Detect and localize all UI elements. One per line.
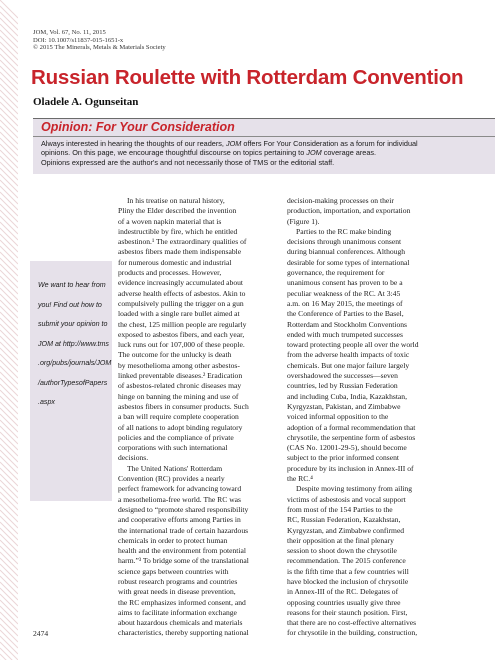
- body-text-line: reasons for their staunch position. First,: [287, 607, 408, 617]
- body-text-line: The United Nations' Rotterdam: [127, 463, 223, 473]
- body-text-line: products and processes. However,: [118, 268, 222, 278]
- body-text-line: session to shoot down the chrysotile: [287, 546, 397, 556]
- body-text-line: a ban will require complete cooperation: [118, 412, 239, 422]
- copyright: © 2015 The Minerals, Metals & Materials Society: [33, 44, 166, 52]
- body-text-line: Despite moving testimony from ailing: [296, 484, 413, 494]
- body-text-line: toward protecting people all over the world: [287, 340, 419, 350]
- body-text-line: the RC emphasizes informed consent, and: [118, 597, 246, 607]
- body-text-line: of all nations to adopt binding regulatory: [118, 422, 243, 432]
- body-text-line: unanimous consent has proven to be a: [287, 278, 403, 288]
- author-name: Oladele A. Ogunseitan: [33, 96, 139, 108]
- body-text-line: a.m. on 16 May 2015, the meetings of: [287, 298, 403, 308]
- callout-line: We want to hear from: [38, 281, 106, 289]
- page-number: 2474: [33, 629, 49, 638]
- body-text-line: and including Cuba, India, Kazakhstan,: [287, 391, 407, 401]
- body-text-line: Kyrgyzstan, Pakistan, and Zimbabwe: [287, 401, 401, 411]
- body-text-line: from the adverse health impacts of toxic: [287, 350, 410, 360]
- opinion-heading: Opinion: For Your Consideration: [41, 120, 235, 134]
- body-text-line: have blocked the inclusion of chrysotile: [287, 576, 409, 586]
- article-title: Russian Roulette with Rotterdam Convention: [31, 66, 464, 89]
- body-text-line: adoption of a formal recommendation that: [287, 422, 416, 432]
- body-text-line: is the fifth time that a few countries will: [287, 566, 409, 576]
- body-text-line: RC, Russian Federation, Kazakhstan,: [287, 515, 401, 525]
- body-text-line: subject to the prior informed consent: [287, 453, 399, 463]
- body-text-line: peculiar weakness of the RC. At 3:45: [287, 288, 401, 298]
- body-text-line: The outcome for the unlucky is death: [118, 350, 232, 360]
- body-text-line: exposed to asbestos fibers, and each year,: [118, 329, 245, 339]
- body-text-line: asbestos fibers in consumer products. Such: [118, 401, 249, 411]
- body-text-line: designed to “promote shared responsibility: [118, 504, 249, 514]
- opinion-text: [41, 139, 489, 167]
- body-text-line: linked preventable diseases.² Eradication: [118, 371, 243, 381]
- opinion-line: Always interested in hearing the thoughts of our readers, JOM offers For Your Consideration as a forum for individual: [41, 139, 418, 148]
- body-text-line: procedure by its inclusion in Annex-III of: [287, 463, 414, 473]
- body-text-line: science gaps between countries with: [118, 566, 229, 576]
- callout-line: you! Find out how to: [38, 300, 102, 309]
- body-text-line: by mesothelioma among other asbestos-: [118, 360, 240, 370]
- body-text-line: ended with much trumpeted successes: [287, 329, 403, 339]
- body-text-line: recommendation. The 2015 conference: [287, 556, 406, 566]
- body-text-line: corporations with such international: [118, 443, 228, 453]
- body-text-line: loaded with a single rare bullet aimed at: [118, 309, 240, 319]
- body-text-line: aims to facilitate information exchange: [118, 607, 237, 617]
- body-text-line: decision-making processes on their: [287, 196, 394, 205]
- body-text-line: Kyrgyzstan, and Zimbabwe confirmed: [287, 525, 405, 535]
- body-text-line: with great needs in disease prevention,: [118, 587, 236, 597]
- opinion-header: [33, 119, 495, 136]
- body-text-line: decisions through unanimous consent: [287, 237, 402, 247]
- callout-line[interactable]: .aspx: [38, 398, 55, 406]
- body-text-line: asbestinon.¹ The extraordinary qualities of: [118, 237, 247, 247]
- body-column-right: [287, 196, 462, 639]
- body-text-line: indestructible by fire, which he entitled: [118, 226, 238, 236]
- body-text-line: the chest, 125 million people are regularly: [118, 319, 247, 329]
- opinion-line: Opinions expressed are the author's and not necessarily those of TMS or the editorial staff.: [41, 157, 335, 167]
- body-text-line: victims of asbestosis and vocal support: [287, 494, 406, 504]
- body-text-line: a mesothelioma-free world. The RC was: [118, 494, 242, 504]
- body-text-line: hinge on banning the mining and use of: [118, 391, 239, 401]
- body-text-line: the international trade of certain hazardous: [118, 525, 249, 535]
- body-text-line: that there are no cost-effective alternatives: [287, 618, 417, 628]
- body-text-line: (CAS No. 12001-29-5), should become: [287, 443, 407, 453]
- body-text-line: overshadowed the successes—seven: [287, 371, 398, 381]
- journal-citation: JOM, Vol. 67, No. 11, 2015: [33, 29, 106, 36]
- body-text-line: harm.”³ To bridge some of the translational: [118, 556, 249, 566]
- body-text-line: countries, led by Russian Federation: [287, 381, 398, 391]
- body-text-line: about hazardous chemicals and materials: [118, 618, 243, 628]
- body-text-line: decisions.: [118, 453, 149, 463]
- body-text-line: adverse health effects of asbestos. Akin to: [118, 288, 246, 298]
- callout-line[interactable]: JOM at http://www.tms: [38, 339, 109, 348]
- body-text-line: chemicals in order to protect human: [118, 535, 228, 545]
- body-text-line: chrysotile, the serpentine form of asbestos: [287, 432, 416, 442]
- body-text-line: their opposition at the final plenary: [287, 535, 394, 545]
- body-text-line: robust research programs and countries: [118, 576, 238, 586]
- body-text-line: evidence increasingly accumulated about: [118, 278, 244, 288]
- body-text-line: for numerous domestic and industrial: [118, 257, 232, 267]
- opinion-divider: [33, 136, 495, 137]
- body-text-line: health and the environment from potential: [118, 546, 246, 556]
- callout-line[interactable]: /authorTypesofPapers: [38, 378, 108, 387]
- doi: DOI: 10.1007/s11837-015-1651-x: [33, 36, 124, 44]
- body-text-line: Rotterdam and Stockholm Conventions: [287, 319, 408, 329]
- body-text-line: (Figure 1).: [287, 216, 320, 226]
- body-text-line: compulsively pulling the trigger on a gun: [118, 298, 244, 308]
- body-text-line: characteristics, thereby supporting national: [118, 628, 249, 638]
- body-text-line: during biannual conferences. Although: [287, 247, 406, 257]
- article-meta: [33, 29, 166, 52]
- body-text-line: production, importation, and exportation: [287, 206, 411, 216]
- body-text-line: the RC.⁴: [287, 474, 313, 484]
- body-text-line: asbestos fibers made them indispensable: [118, 247, 242, 257]
- body-text-line: luck runs out for 107,000 of these people.: [118, 340, 245, 350]
- body-text-line: voiced informal opposition to the: [287, 412, 389, 422]
- callout-text: [38, 276, 112, 413]
- body-text-line: of asbestos-related chronic diseases may: [118, 381, 242, 391]
- body-text-line: in Annex-III of the RC. Delegates of: [287, 587, 399, 597]
- body-text-line: opposing countries usually give three: [287, 597, 401, 607]
- body-text-line: perfect framework for advancing toward: [118, 484, 242, 494]
- body-text-line: and cooperative efforts among Parties in: [118, 515, 241, 525]
- opinion-line: opinions. On this page, we encourage thoughtful discourse on topics pertaining to JOM coverage areas.: [41, 148, 377, 158]
- body-text-line: the Conference of Parties to the Basel,: [287, 309, 404, 319]
- body-text-line: Convention (RC) provides a nearly: [118, 474, 225, 484]
- body-text-line: policies and the compliance of private: [118, 432, 234, 442]
- body-text-line: for chrysotile in the building, construction,: [287, 628, 418, 638]
- callout-line[interactable]: .org/pubs/journals/JOM: [38, 359, 112, 367]
- body-text-line: from most of the 154 Parties to the: [287, 504, 393, 514]
- body-text-line: In his treatise on natural history,: [127, 196, 225, 205]
- callout-box: [30, 261, 112, 501]
- callout-line: submit your opinion to: [38, 320, 108, 328]
- decorative-stripes: [0, 0, 18, 660]
- body-column-left: [118, 196, 282, 639]
- body-text-line: chemicals. But one major failure largely: [287, 360, 410, 370]
- body-text-line: Pliny the Elder described the invention: [118, 206, 237, 216]
- body-text-line: desirable for some types of international: [287, 257, 410, 267]
- body-text-line: governance, the requirement for: [287, 268, 385, 278]
- body-text-line: of a woven napkin material that is: [118, 216, 222, 226]
- body-text-line: Parties to the RC make binding: [296, 226, 392, 236]
